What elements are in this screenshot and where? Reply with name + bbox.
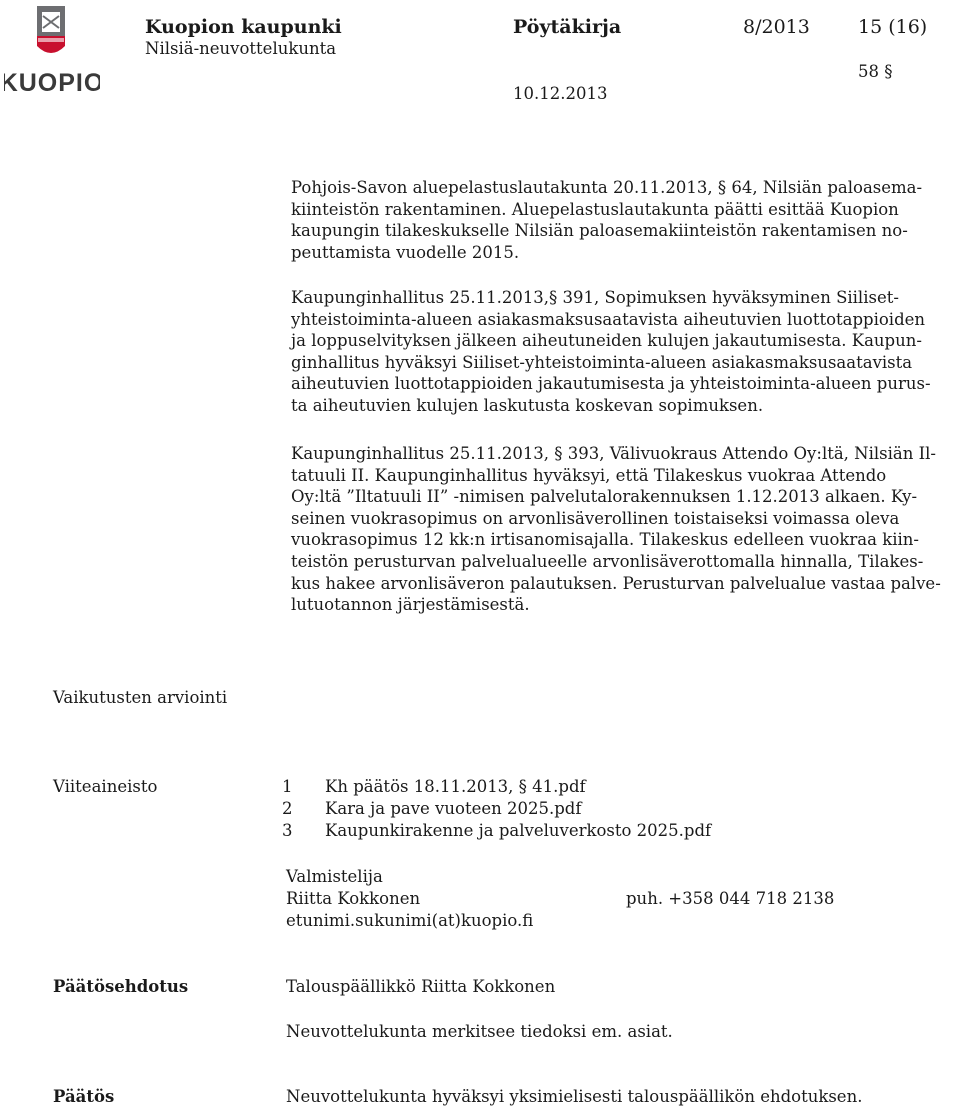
paragraph-attendo: Kaupunginhallitus 25.11.2013, § 393, Välivuokraus Attendo Oy:ltä, Nilsiän Il- tatuuli II. Kaupunginhallitus hyväksyi, että Tilakeskus vuokraa Attendo Oy:ltä ”Iltatuuli II” -nimisen palvelutalorakennuksen 1.12.2013 alkaen. Ky- seinen vuokrasopimus on arvonlisäverollinen toistaiseksi voimassa oleva vuokrasopimus 12 kk:n irtisanomisajalla. Tilakeskus edelleen vuokraa kiin- teistön perusturvan palvelualueelle arvonlisäverottomalla hinnalla, Tilakes- kus hakee arvonlisäveron palautuksen. Perusturvan palvelualue vastaa palve- lutuotannon järjestämisestä. — [291, 444, 941, 615]
proposal-text: Neuvottelukunta merkitsee tiedoksi em. asiat. — [286, 1022, 673, 1041]
attachment-number: 1 — [282, 777, 293, 796]
preparer-email: etunimi.sukunimi(at)kuopio.fi — [286, 911, 534, 930]
unit-name: Nilsiä-neuvottelukunta — [145, 39, 337, 58]
org-name: Kuopion kaupunki — [145, 16, 342, 38]
svg-text:KUOPIO: KUOPIO — [4, 69, 100, 97]
attachment-link[interactable]: Kara ja pave vuoteen 2025.pdf — [325, 799, 582, 818]
paragraph-siiliset: Kaupunginhallitus 25.11.2013,§ 391, Sopimuksen hyväksyminen Siiliset- yhteistoiminta-alueen asiakasmaksusaatavista aiheutuvien luottotappioiden ja loppuselvityksen jälkeen aiheutuneiden kulujen jakautumisesta. Kaupun- ginhallitus hyväksyi Siiliset-yhteistoiminta-alueen asiakasmaksusaatavista aiheutuvien luottotappioiden jakautumisesta ja yhteistoiminta-alueen purus- ta aiheutuvien kulujen laskutusta koskevan sopimuksen. — [291, 288, 931, 415]
preparer-label: Valmistelija — [286, 867, 383, 886]
preparer-name: Riitta Kokkonen — [286, 889, 421, 908]
paragraph-paloasema: Pohjois-Savon aluepelastuslautakunta 20.11.2013, § 64, Nilsiän paloasema- kiinteistön rakentaminen. Aluepelastuslautakunta päätti esittää Kuopion kaupungin tilakeskukselle Nilsiän paloasemakiinteistön rakentamisen no- peuttamista vuodelle 2015. — [291, 178, 923, 262]
decision-label: Päätös — [53, 1087, 115, 1106]
doc-number: 8/2013 — [743, 16, 810, 38]
doc-type: Pöytäkirja — [513, 16, 622, 38]
section-number: 58 § — [858, 62, 893, 81]
proposal-by: Talouspäällikkö Riitta Kokkonen — [286, 977, 556, 996]
preparer-phone: puh. +358 044 718 2138 — [626, 889, 835, 908]
attachment-link[interactable]: Kaupunkirakenne ja palveluverkosto 2025.pdf — [325, 821, 712, 840]
page-number: 15 (16) — [858, 16, 928, 38]
attachment-number: 2 — [282, 799, 293, 818]
attachment-number: 3 — [282, 821, 293, 840]
attachment-link[interactable]: Kh päätös 18.11.2013, § 41.pdf — [325, 777, 586, 796]
meeting-date: 10.12.2013 — [513, 84, 608, 103]
impact-label: Vaikutusten arviointi — [53, 688, 228, 707]
decision-text: Neuvottelukunta hyväksyi yksimielisesti talouspäällikön ehdotuksen. — [286, 1087, 863, 1106]
proposal-label: Päätösehdotus — [53, 977, 189, 996]
references-label: Viiteaineisto — [53, 777, 158, 796]
kuopio-logo — [4, 4, 100, 100]
